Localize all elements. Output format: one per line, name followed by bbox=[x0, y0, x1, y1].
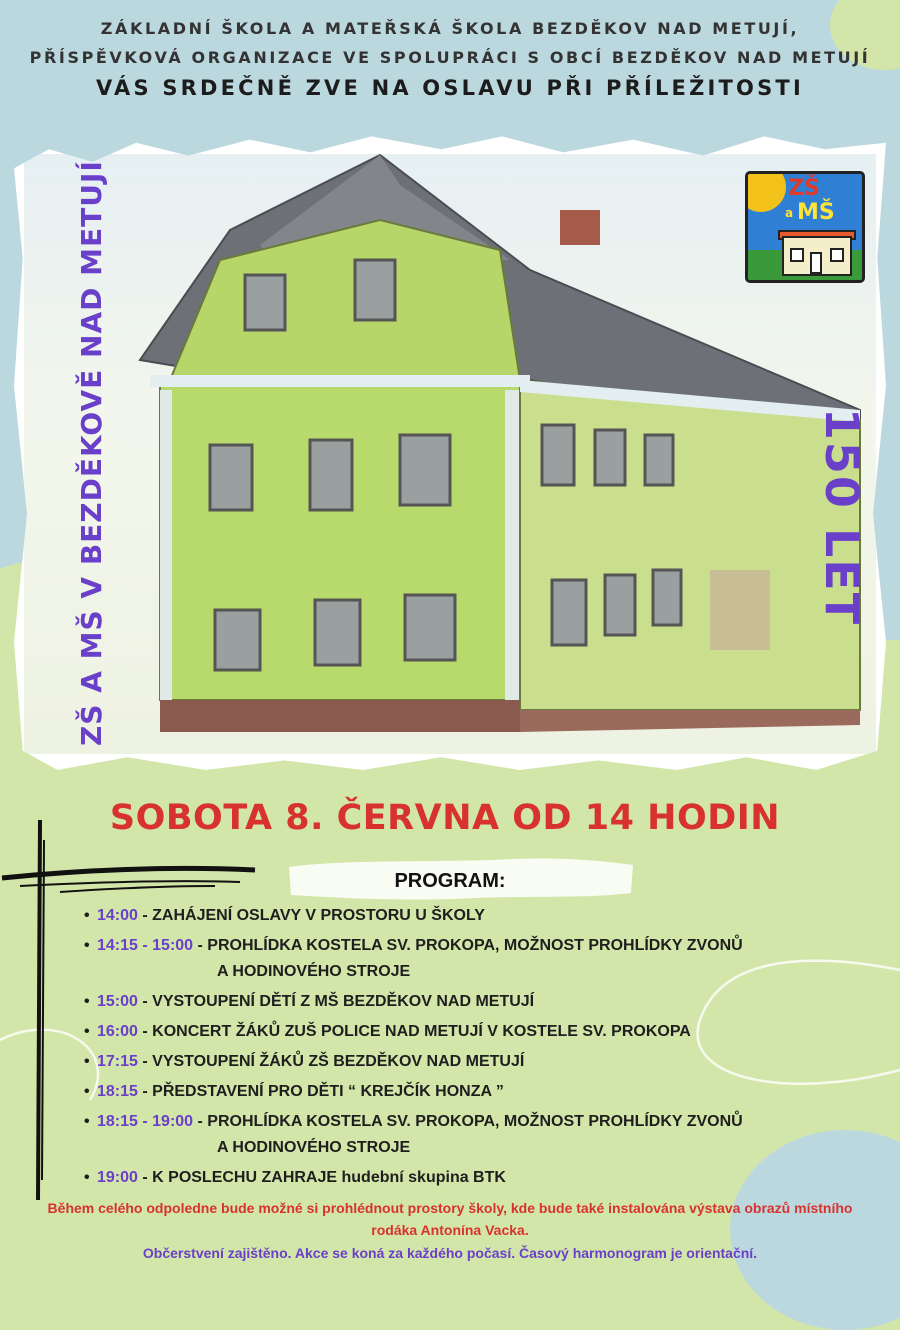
logo-text-a: a bbox=[785, 206, 794, 220]
organizer-line-2: PŘÍSPĚVKOVÁ ORGANIZACE VE SPOLUPRÁCI S OBCÍ BEZDĚKOV NAD METUJÍ bbox=[29, 48, 871, 67]
house-window-icon bbox=[830, 248, 844, 262]
anniversary-label: 150 LET bbox=[815, 407, 869, 627]
invitation-line: VÁS SRDEČNĚ ZVE NA OSLAVU PŘI PŘÍLEŽITOSTI bbox=[96, 76, 804, 100]
program-text: - VYSTOUPENÍ DĚTÍ Z MŠ BEZDĚKOV NAD METUJÍ bbox=[137, 993, 535, 1010]
logo-text-ms: MŠ bbox=[797, 200, 835, 225]
program-item bbox=[84, 989, 844, 1015]
program-text-continued: A HODINOVÉHO STROJE bbox=[217, 1139, 411, 1156]
house-door-icon bbox=[810, 252, 822, 274]
program-item bbox=[84, 1019, 844, 1045]
logo-text-zs: ZŠ bbox=[788, 176, 820, 201]
program-list bbox=[84, 903, 844, 1191]
house-window-icon bbox=[790, 248, 804, 262]
program-time: 18:15 bbox=[97, 1083, 138, 1100]
school-logo bbox=[745, 171, 865, 283]
program-text: - PŘEDSTAVENÍ PRO DĚTI “ KREJČÍK HONZA ” bbox=[137, 1083, 504, 1100]
program-item bbox=[84, 1109, 844, 1161]
program-item bbox=[84, 1049, 844, 1075]
program-text: - PROHLÍDKA KOSTELA SV. PROKOPA, MOŽNOST PROHLÍDKY ZVONŮ bbox=[193, 937, 743, 954]
exhibition-note-line-2: rodáka Antonína Vacka. bbox=[371, 1222, 529, 1238]
program-text-continued: A HODINOVÉHO STROJE bbox=[217, 963, 411, 980]
program-item bbox=[84, 903, 844, 929]
program-item bbox=[84, 1165, 844, 1191]
program-time: 18:15 - 19:00 bbox=[97, 1113, 194, 1130]
refreshments-note: Občerstvení zajištěno. Akce se koná za každého počasí. Časový harmonogram je orientační. bbox=[142, 1245, 758, 1261]
program-item bbox=[84, 933, 844, 985]
program-time: 15:00 bbox=[97, 993, 138, 1010]
event-date: SOBOTA 8. ČERVNA OD 14 HODIN bbox=[109, 798, 781, 838]
header bbox=[0, 14, 900, 100]
program-time: 16:00 bbox=[97, 1023, 138, 1040]
program-text: - ZAHÁJENÍ OSLAVY V PROSTORU U ŠKOLY bbox=[137, 907, 485, 924]
program-text: - K POSLECHU ZAHRAJE hudební skupina BTK bbox=[137, 1169, 506, 1186]
school-name-vertical: ZŠ A MŠ V BEZDĚKOVĚ NAD METUJÍ bbox=[75, 160, 108, 746]
program-title: PROGRAM: bbox=[394, 870, 506, 892]
organizer-line-1: ZÁKLADNÍ ŠKOLA A MATEŘSKÁ ŠKOLA BEZDĚKOV NAD METUJÍ, bbox=[100, 19, 800, 38]
program-time: 14:00 bbox=[97, 907, 138, 924]
program-time: 17:15 bbox=[97, 1053, 138, 1070]
exhibition-note-line-1: Během celého odpoledne bude možné si prohlédnout prostory školy, kde bude také instalována výstava obrazů místního bbox=[47, 1200, 853, 1216]
program-time: 14:15 - 15:00 bbox=[97, 937, 194, 954]
program-text: - PROHLÍDKA KOSTELA SV. PROKOPA, MOŽNOST PROHLÍDKY ZVONŮ bbox=[193, 1113, 743, 1130]
program-time: 19:00 bbox=[97, 1169, 138, 1186]
program-item bbox=[84, 1079, 844, 1105]
exhibition-note bbox=[20, 1197, 880, 1241]
program-text: - VYSTOUPENÍ ŽÁKŮ ZŠ BEZDĚKOV NAD METUJÍ bbox=[137, 1053, 525, 1070]
sun-icon bbox=[745, 171, 786, 212]
program-text: - KONCERT ŽÁKŮ ZUŠ POLICE NAD METUJÍ V KOSTELE SV. PROKOPA bbox=[137, 1023, 691, 1040]
